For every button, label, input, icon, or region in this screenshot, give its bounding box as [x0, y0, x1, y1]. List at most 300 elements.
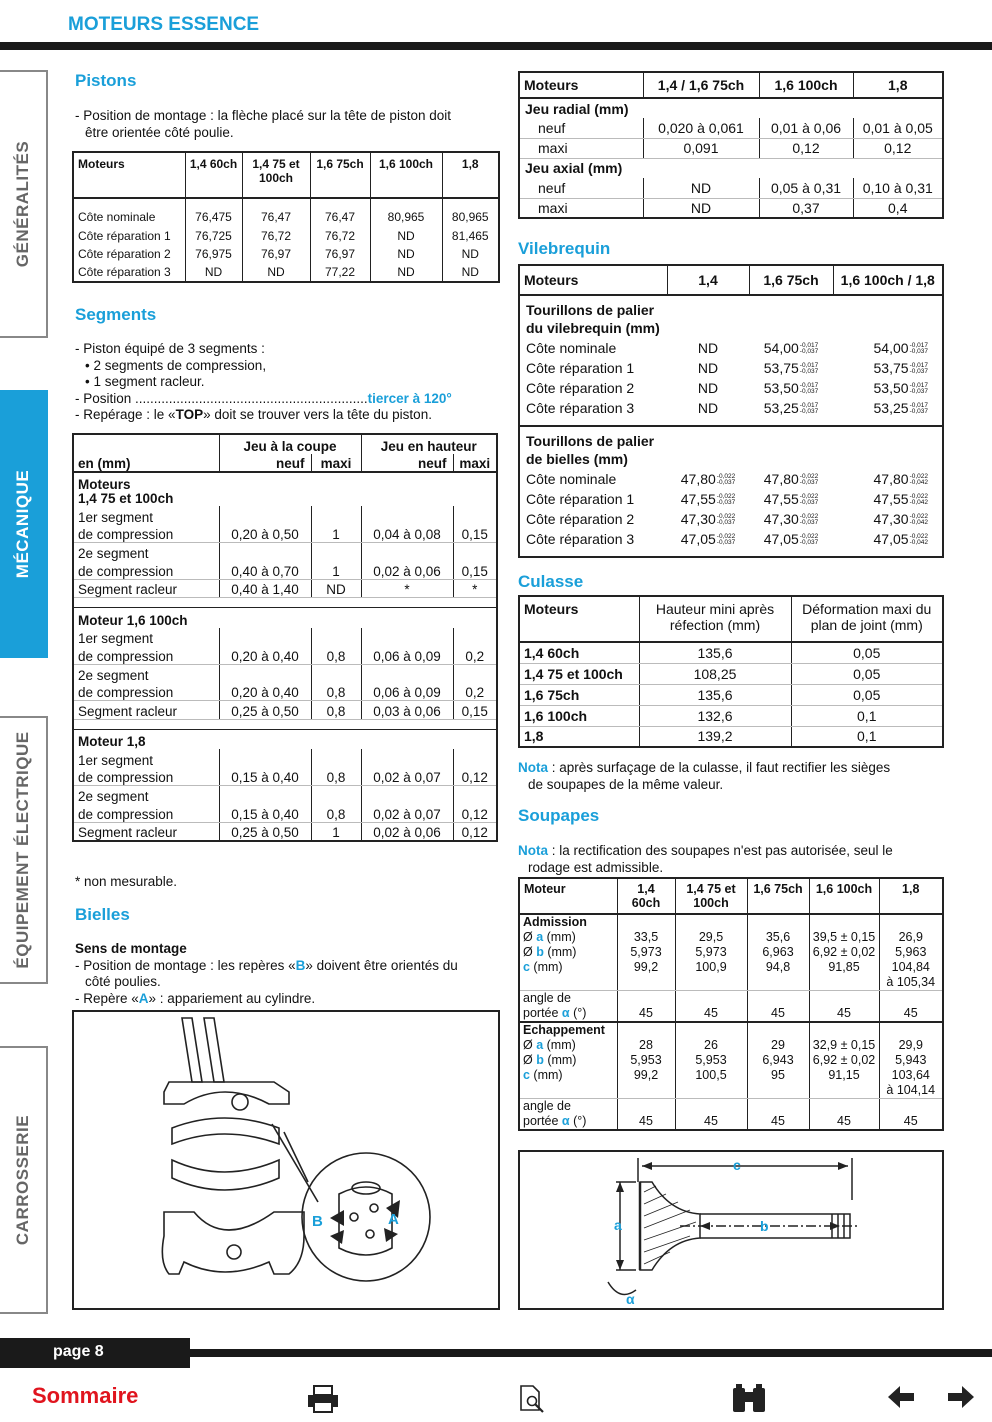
cell: ND	[643, 178, 759, 198]
cell-value: 53,25	[763, 400, 799, 416]
seg-group-header	[73, 608, 497, 628]
cell: 29	[747, 1038, 809, 1053]
cell: 6,963	[747, 945, 809, 960]
cell: 81,465	[442, 227, 499, 246]
cell	[667, 489, 749, 509]
tolerance-lower: -0,037	[799, 499, 819, 507]
unit: (mm)	[543, 945, 577, 959]
tolerance	[717, 474, 735, 487]
nota-label: Nota	[518, 760, 548, 775]
seg-row-label: 2e segment	[78, 546, 149, 562]
tolerance-upper: -0,022	[909, 532, 928, 540]
cell: 1,4 75 et 100ch	[519, 663, 639, 684]
cell	[833, 509, 943, 529]
cell: 28	[617, 1038, 675, 1053]
table-row	[519, 642, 943, 663]
cell: Côte réparation 3	[526, 400, 635, 416]
cell: 99,2	[617, 960, 675, 975]
cell: 99,2	[617, 1068, 675, 1083]
cell	[667, 529, 749, 549]
table-row	[73, 579, 497, 597]
cell: 1	[311, 561, 361, 579]
tolerance	[800, 343, 818, 356]
cell: 1	[311, 822, 361, 840]
cell	[749, 529, 833, 549]
cell: 0,05	[791, 663, 943, 684]
cell: 76,97	[310, 245, 370, 264]
seg-row-label: 1er segment	[78, 509, 154, 525]
bielles-title: Bielles	[75, 905, 130, 924]
cell	[833, 358, 943, 378]
pistons-title: Pistons	[75, 71, 137, 90]
table-row	[519, 726, 943, 747]
cell-value: 47,05	[763, 531, 799, 547]
dim-letter: b	[536, 945, 544, 959]
valve-label-alpha: α	[626, 1291, 635, 1307]
cell: 0,8	[311, 701, 361, 719]
cell: Côte réparation 1	[526, 491, 635, 507]
cell: 135,6	[639, 684, 791, 705]
jeu-header: 1,8	[853, 72, 943, 98]
segments-line: • 1 segment racleur.	[85, 374, 205, 389]
seg-row-label: Segment racleur	[73, 822, 219, 840]
tolerance	[717, 514, 735, 527]
footer-rule	[190, 1349, 992, 1357]
bielles-line: - Position de montage : les repères «	[75, 957, 296, 973]
cell: 29,5	[675, 930, 747, 945]
cell: Côte nominale	[526, 340, 617, 356]
table-row	[73, 264, 499, 283]
segments-line: » doit se trouver vers la tête du piston.	[203, 407, 432, 422]
cell	[749, 378, 833, 398]
unit: (°)	[569, 1006, 587, 1020]
side-tab-carrosserie[interactable]	[0, 1046, 48, 1314]
table-row	[519, 178, 943, 198]
pistons-header: 1,6 100ch	[370, 152, 442, 198]
alpha-symbol: α	[561, 1006, 570, 1020]
cell: 0,4	[853, 198, 943, 218]
cell-value: 53,50	[873, 380, 909, 396]
table-row	[519, 509, 943, 529]
cell	[749, 338, 833, 358]
cell: 35,6	[747, 930, 809, 945]
cell: ND	[697, 340, 719, 356]
bielles-text	[75, 941, 505, 1007]
page-header-title: MOTEURS ESSENCE	[68, 14, 260, 35]
soup-row-label	[519, 1006, 617, 1022]
vil-header: 1,4	[667, 265, 749, 295]
soup-header: 1,6 75ch	[747, 878, 809, 914]
cell: 0,25 à 0,50	[219, 701, 311, 719]
cell: maxi	[519, 198, 643, 218]
vil-group-name: Tourillons de palier	[526, 302, 655, 318]
segments-position-value: tiercer à 120°	[367, 390, 452, 406]
cell: Côte réparation 1	[78, 228, 171, 243]
dim-letter: b	[536, 1053, 544, 1067]
cell: 103,64	[879, 1068, 943, 1083]
seg-header-neuf: neuf	[219, 454, 311, 472]
nota-text: : la rectification des soupapes n'est pas autorisée, seul le	[548, 843, 893, 858]
bielles-subtitle: Sens de montage	[75, 941, 187, 956]
seg-row-label: 1er segment	[78, 631, 154, 647]
cell: 0,02 à 0,06	[361, 561, 453, 579]
culasse-nota	[518, 760, 948, 793]
cell: 0,20 à 0,40	[219, 683, 311, 701]
tolerance	[910, 383, 928, 396]
cell: 5,973	[617, 945, 675, 960]
cell-value: 53,75	[873, 360, 909, 376]
cell: 45	[879, 1114, 943, 1130]
cell: 0,05 à 0,31	[759, 178, 853, 198]
cell: 0,091	[643, 138, 759, 158]
cell: à 105,34	[879, 975, 943, 991]
soupapes-title: Soupapes	[518, 806, 600, 825]
vil-group-name: du vilebrequin (mm)	[526, 320, 660, 336]
tolerance	[800, 494, 818, 507]
vilebrequin-title: Vilebrequin	[518, 239, 611, 258]
cell: Côte nominale	[78, 210, 156, 225]
cell: 45	[675, 1114, 747, 1130]
sommaire-link[interactable]: Sommaire	[32, 1383, 139, 1408]
cell: 100,9	[675, 960, 747, 975]
table-row	[73, 822, 497, 840]
cell: 0,1	[791, 726, 943, 747]
tolerance	[717, 494, 735, 507]
tolerance-lower: -0,037	[799, 519, 819, 527]
seg-row-label: Segment racleur	[73, 701, 219, 719]
bielles-mark-b: B	[295, 957, 306, 973]
cell: 5,973	[675, 945, 747, 960]
soup-group: Echappement	[519, 1022, 617, 1038]
cell-value: 47,30	[873, 511, 909, 527]
pistons-text	[75, 108, 505, 141]
seg-header-jeu-hauteur: Jeu en hauteur	[361, 434, 497, 454]
tolerance-lower: -0,037	[716, 519, 736, 527]
table-row	[519, 1006, 943, 1022]
segments-line: - Repérage : le «	[75, 407, 176, 422]
soup-row-label	[519, 945, 617, 960]
cell: 45	[617, 1006, 675, 1022]
jeu-header: 1,6 100ch	[759, 72, 853, 98]
seg-group-name: Moteur 1,6 100ch	[73, 608, 497, 628]
cell	[667, 469, 749, 489]
cell: ND	[697, 360, 719, 376]
cell: 0,04 à 0,08	[361, 525, 453, 543]
soup-header: 1,8	[879, 878, 943, 914]
cell: 0,8	[311, 768, 361, 786]
cell: Côte nominale	[526, 471, 617, 487]
culasse-table	[518, 595, 944, 748]
diameter-symbol: Ø	[523, 930, 537, 944]
bielles-line: côté poulies.	[85, 974, 161, 989]
cell: 0,06 à 0,09	[361, 683, 453, 701]
cell: 76,72	[242, 227, 310, 246]
cell-value: 53,25	[873, 400, 909, 416]
tolerance-lower: -0,037	[909, 348, 928, 356]
cell: 45	[675, 1006, 747, 1022]
cell: 76,725	[185, 227, 242, 246]
dim-letter: a	[536, 930, 544, 944]
cell: 108,25	[639, 663, 791, 684]
header-rule	[0, 42, 992, 50]
tolerance-lower: -0,037	[799, 348, 819, 356]
seg-header-unit: en (mm)	[78, 456, 131, 472]
segments-text	[75, 341, 505, 424]
cell: 0,02 à 0,07	[361, 804, 453, 822]
cell	[833, 469, 943, 489]
cell-value: 53,75	[763, 360, 799, 376]
tolerance-lower: -0,037	[799, 479, 819, 487]
side-tab-label: ÉQUIPEMENT ÉLECTRIQUE	[13, 731, 32, 969]
tolerance	[800, 534, 818, 547]
cell: 0,8	[311, 683, 361, 701]
alpha-symbol: α	[561, 1114, 570, 1128]
cell: ND	[370, 264, 442, 283]
dim-letter: a	[536, 1038, 544, 1052]
cell	[833, 529, 943, 549]
table-row	[73, 543, 497, 561]
segments-line: - Position ..............................................................	[75, 390, 368, 406]
table-row	[519, 529, 943, 549]
cell: 0,020 à 0,061	[643, 118, 759, 138]
cell: 0,20 à 0,40	[219, 646, 311, 664]
tolerance-lower: -0,042	[909, 539, 928, 547]
cell	[749, 358, 833, 378]
cell: 91,85	[809, 960, 879, 975]
table-row	[519, 378, 943, 398]
cell: 26,9	[879, 930, 943, 945]
binoculars-icon[interactable]	[730, 1384, 768, 1421]
table-row	[73, 561, 497, 579]
table-row	[73, 664, 497, 682]
arrow-left-icon[interactable]	[886, 1384, 916, 1417]
bielles-line: - Repère «	[75, 990, 139, 1006]
tolerance	[800, 383, 818, 396]
cell: 132,6	[639, 705, 791, 726]
soup-header: 1,4 75 et 100ch	[675, 878, 747, 914]
tolerance-upper: -0,017	[909, 401, 928, 409]
seg-row-label: de compression	[73, 646, 219, 664]
cell: 5,943	[879, 1053, 943, 1068]
tolerance	[800, 474, 818, 487]
unit: (mm)	[543, 930, 576, 944]
seg-group-header	[73, 472, 497, 492]
cell-value: 47,80	[763, 471, 799, 487]
seg-row-label: de compression	[73, 804, 219, 822]
soup-row-label: angle de	[523, 1099, 571, 1113]
seg-group-name: 1,4 75 et 100ch	[78, 491, 174, 507]
unit: (mm)	[529, 960, 563, 974]
cell: ND	[242, 264, 310, 283]
unit: (mm)	[529, 1068, 563, 1082]
tolerance-lower: -0,037	[716, 479, 736, 487]
cell: ND	[370, 227, 442, 246]
tolerance	[800, 363, 818, 376]
tolerance-lower: -0,037	[799, 368, 819, 376]
tolerance	[910, 534, 928, 547]
jeu-header: 1,4 / 1,6 75ch	[643, 72, 759, 98]
table-row	[519, 118, 943, 138]
cell: 1	[311, 525, 361, 543]
cell: ND	[185, 264, 242, 283]
cell	[833, 378, 943, 398]
segments-note: * non mesurable.	[75, 874, 178, 889]
table-row	[73, 506, 497, 524]
soup-row-label	[519, 1053, 617, 1068]
seg-header-jeu-coupe: Jeu à la coupe	[219, 434, 361, 454]
jeu-group-radial: Jeu radial (mm)	[525, 100, 629, 117]
cell: ND	[442, 264, 499, 283]
seg-header-maxi: maxi	[311, 454, 361, 472]
tolerance-upper: -0,017	[799, 401, 819, 409]
dim-letter: c	[523, 1068, 530, 1082]
cell: neuf	[519, 178, 643, 198]
table-row	[73, 749, 497, 767]
table-row	[519, 960, 943, 975]
seg-row-label: Segment racleur	[73, 579, 219, 597]
side-tab-label: CARROSSERIE	[13, 1114, 32, 1246]
cell	[749, 509, 833, 529]
cell: 5,953	[675, 1053, 747, 1068]
cell: 5,963	[879, 945, 943, 960]
cell: 0,1	[791, 705, 943, 726]
cell: 0,12	[453, 822, 497, 840]
arrow-right-icon[interactable]	[946, 1384, 976, 1417]
cell: 0,2	[453, 646, 497, 664]
cell: 0,01 à 0,06	[759, 118, 853, 138]
side-tab-generalites[interactable]	[0, 70, 48, 338]
diameter-symbol: Ø	[523, 1038, 537, 1052]
cell: 0,05	[791, 684, 943, 705]
soup-header: 1,6 100ch	[809, 878, 879, 914]
tolerance	[800, 514, 818, 527]
valve-label-b: b	[760, 1218, 769, 1234]
vil-header: Moteurs	[519, 265, 667, 295]
diameter-symbol: Ø	[523, 1053, 537, 1067]
tolerance-upper: -0,022	[909, 512, 928, 520]
tolerance	[910, 403, 928, 416]
cell: 0,2	[453, 683, 497, 701]
jeu-header: Moteurs	[519, 72, 643, 98]
cell: 0,03 à 0,06	[361, 701, 453, 719]
cul-header: Déformation maxi du plan de joint (mm)	[791, 596, 943, 642]
cell: 1,6 75ch	[519, 684, 639, 705]
cell: 0,8	[311, 804, 361, 822]
cell: 95	[747, 1068, 809, 1083]
soup-row-label	[519, 960, 617, 975]
soup-header: Moteur	[519, 878, 617, 914]
document-search-icon[interactable]	[518, 1384, 546, 1421]
tolerance-upper: -0,022	[909, 472, 928, 480]
table-row	[519, 1053, 943, 1068]
seg-row-label: 2e segment	[78, 789, 149, 805]
pistons-header: 1,4 75 et 100ch	[242, 152, 310, 198]
side-tab-mecanique[interactable]	[0, 390, 48, 658]
cell: 0,15	[453, 561, 497, 579]
cell-value: 47,55	[680, 491, 716, 507]
tolerance-upper: -0,017	[909, 341, 928, 349]
soupapes-table	[518, 877, 944, 1131]
cell: 76,47	[310, 208, 370, 227]
table-row	[519, 489, 943, 509]
pistons-header: 1,4 60ch	[185, 152, 242, 198]
tolerance-lower: -0,037	[909, 368, 928, 376]
table-row	[73, 628, 497, 646]
cell	[667, 509, 749, 529]
tolerance-upper: -0,022	[716, 532, 736, 540]
cell: 1,6 100ch	[519, 705, 639, 726]
cell-value: 47,55	[873, 491, 909, 507]
tolerance-upper: -0,017	[909, 381, 928, 389]
unit: (mm)	[543, 1038, 576, 1052]
print-icon[interactable]	[306, 1384, 340, 1421]
table-row	[73, 768, 497, 786]
table-row	[519, 663, 943, 684]
soup-row-label	[519, 1038, 617, 1053]
table-row	[73, 525, 497, 543]
cell: 1,4 60ch	[519, 642, 639, 663]
nota-label: Nota	[518, 843, 548, 858]
bielles-line: » : appariement au cylindre.	[148, 990, 316, 1006]
seg-header-maxi: maxi	[453, 454, 497, 472]
connecting-rod-drawing	[74, 1012, 498, 1308]
side-tab-equipement-electrique[interactable]	[0, 716, 48, 984]
cell: 0,12	[453, 804, 497, 822]
cell: 0,40 à 0,70	[219, 561, 311, 579]
seg-group-header	[73, 729, 497, 749]
cell: 0,06 à 0,09	[361, 646, 453, 664]
tolerance-lower: -0,042	[909, 519, 928, 527]
valve-label-c: c	[733, 1157, 741, 1173]
tolerance-upper: -0,022	[799, 472, 819, 480]
dim-letter: c	[523, 960, 530, 974]
cell: ND	[442, 245, 499, 264]
cell: 0,8	[311, 646, 361, 664]
cell: 76,475	[185, 208, 242, 227]
tolerance-lower: -0,037	[909, 388, 928, 396]
cell-value: 47,80	[873, 471, 909, 487]
table-row	[519, 398, 943, 418]
tolerance	[910, 343, 928, 356]
table-row	[73, 786, 497, 804]
pistons-header: 1,6 75ch	[310, 152, 370, 198]
cell: 45	[617, 1114, 675, 1130]
cell: 77,22	[310, 264, 370, 283]
tolerance-lower: -0,037	[909, 408, 928, 416]
tolerance-lower: -0,042	[909, 479, 928, 487]
valve-figure	[518, 1150, 944, 1310]
cell-value: 47,30	[680, 511, 716, 527]
cell: ND	[643, 198, 759, 218]
vil-group-name: Tourillons de palier	[519, 426, 943, 449]
tolerance	[910, 514, 928, 527]
segments-line: - Piston équipé de 3 segments :	[75, 341, 265, 356]
cell: 100,5	[675, 1068, 747, 1083]
page-number: page 8	[0, 1338, 190, 1368]
cell	[749, 398, 833, 418]
cell: 104,84	[879, 960, 943, 975]
diameter-symbol: Ø	[523, 945, 537, 959]
vil-header: 1,6 100ch / 1,8	[833, 265, 943, 295]
table-row	[519, 1068, 943, 1083]
cell: 32,9 ± 0,15	[809, 1038, 879, 1053]
soup-row-label: angle de	[523, 991, 571, 1005]
cell: 0,15	[453, 525, 497, 543]
jeu-group-axial: Jeu axial (mm)	[525, 160, 623, 177]
tolerance-lower: -0,037	[799, 408, 819, 416]
cell-value: 47,05	[680, 531, 716, 547]
cell: 0,37	[759, 198, 853, 218]
